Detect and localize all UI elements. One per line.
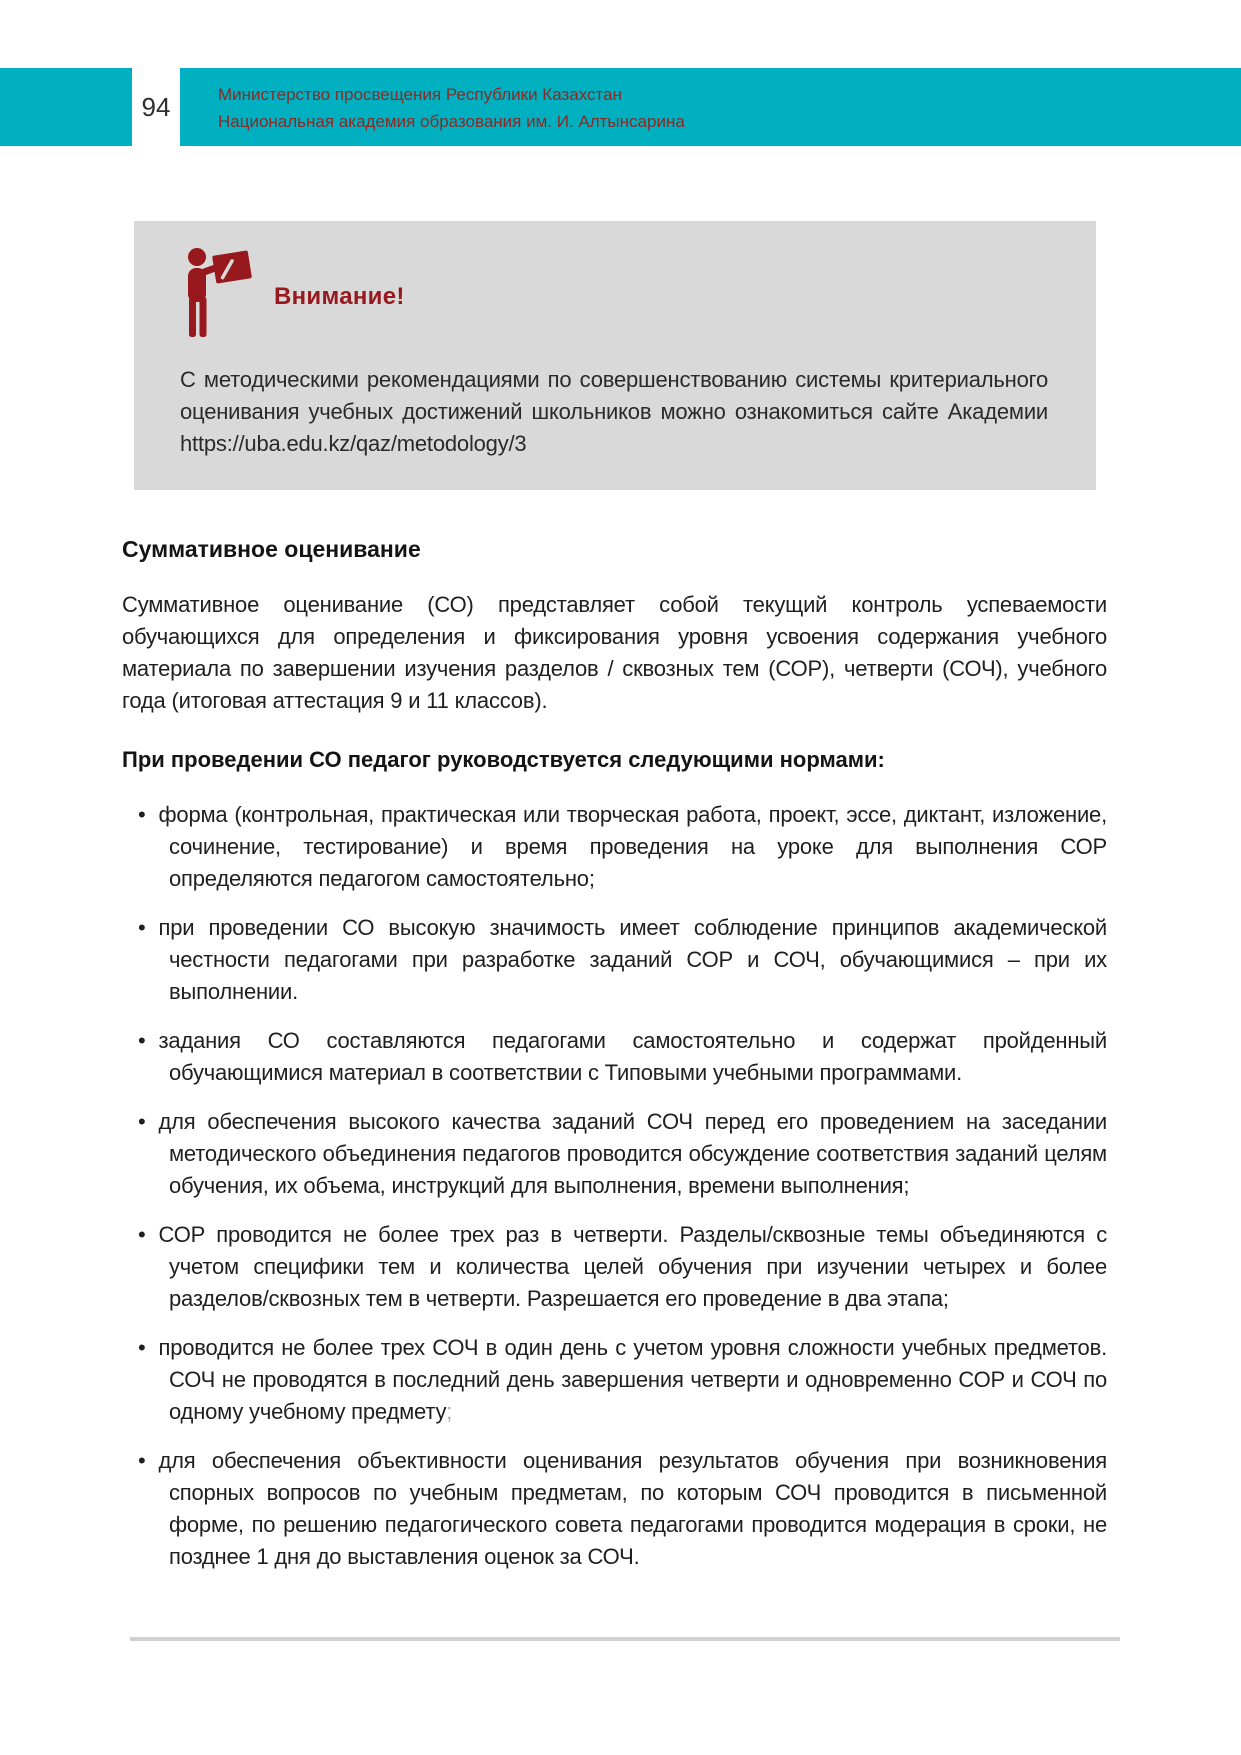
bullet-text: при проведении СО высокую значимость имеет соблюдение принципов академической честности педагогами при разработке заданий СОР и СОЧ, обучающимися – при их выполнении. xyxy=(158,915,1107,1004)
header-academy-line: Национальная академия образования им. И. Алтынсарина xyxy=(218,112,685,131)
bullet-marker: • xyxy=(138,1109,146,1134)
page-number: 94 xyxy=(132,68,180,146)
footer-rule xyxy=(130,1637,1120,1641)
bullet-item-4 xyxy=(130,1106,1107,1202)
bullet-text: для обеспечения объективности оценивания результатов обучения при возникновения спорных вопросов по учебным предметам, по которым СОЧ проводится в письменной форме, по решению педагогического совета педагогами проводится модерация в сроки, не позднее 1 дня до выставления оценок за СОЧ. xyxy=(158,1448,1107,1569)
attention-text: С методическими рекомендациями по совершенствованию системы критериального оценивания учебных достижений школьников можно ознакомиться сайте Академии https://uba.edu.kz/qaz/metodology/3 xyxy=(180,367,1048,456)
bullet-marker: • xyxy=(138,1222,146,1247)
bullet-tail-punctuation: ; xyxy=(446,1399,453,1424)
main-content xyxy=(122,536,1107,1573)
bullet-item-7 xyxy=(130,1445,1107,1573)
section-heading: Суммативное оценивание xyxy=(122,536,421,562)
bullet-marker: • xyxy=(138,802,146,827)
attention-title: Внимание! xyxy=(274,282,405,310)
bullet-item-5 xyxy=(130,1219,1107,1315)
header-ministry-line: Министерство просвещения Республики Казахстан xyxy=(218,85,622,104)
bullet-marker: • xyxy=(138,1028,146,1053)
bullet-item-2 xyxy=(130,912,1107,1008)
bullet-marker: • xyxy=(138,1335,146,1360)
teacher-presenter-icon xyxy=(180,247,254,346)
intro-paragraph: Суммативное оценивание (СО) представляет собой текущий контроль успеваемости обучающихся для определения и фиксирования уровня усвоения содержания учебного материала по завершении изучения разделов / сквозных тем (СОР), четверти (СОЧ), учебного года (итоговая аттестация 9 и 11 классов). xyxy=(122,592,1107,713)
norms-heading: При проведении СО педагог руководствуется следующими нормами: xyxy=(122,747,885,772)
bullet-item-1 xyxy=(130,799,1107,895)
attention-header xyxy=(180,247,1048,346)
header-band-right-segment xyxy=(180,68,1241,146)
bullet-text: для обеспечения высокого качества заданий СОЧ перед его проведением на заседании методического объединения педагогов проводится обсуждение соответствия заданий целям обучения, их объема, инструкций для выполнения, времени выполнения; xyxy=(158,1109,1107,1198)
header-band xyxy=(0,68,1241,146)
bullet-marker: • xyxy=(138,915,146,940)
attention-box xyxy=(134,221,1096,490)
bullet-item-3 xyxy=(130,1025,1107,1089)
bullet-text: форма (контрольная, практическая или творческая работа, проект, эссе, диктант, изложение, сочинение, тестирование) и время проведения на уроке для выполнения СОР определяются педагогом самостоятельно; xyxy=(158,802,1107,891)
header-band-left-segment xyxy=(0,68,132,146)
bullet-text: СОР проводится не более трех раз в четверти. Разделы/сквозные темы объединяются с учетом специфики тем и количества целей обучения при изучении четырех и более разделов/сквозных тем в четверти. Разрешается его проведение в два этапа; xyxy=(158,1222,1107,1311)
bullet-marker: • xyxy=(138,1448,146,1473)
bullet-text: проводится не более трех СОЧ в один день с учетом уровня сложности учебных предметов. СОЧ не проводятся в последний день завершения четверти и одновременно СОР и СОЧ по одному учебному предмету xyxy=(158,1335,1107,1424)
bullet-item-6 xyxy=(130,1332,1107,1428)
bullet-text: задания СО составляются педагогами самостоятельно и содержат пройденный обучающимися материал в соответствии с Типовыми учебными программами. xyxy=(158,1028,1107,1085)
norms-bullet-list xyxy=(122,799,1107,1573)
